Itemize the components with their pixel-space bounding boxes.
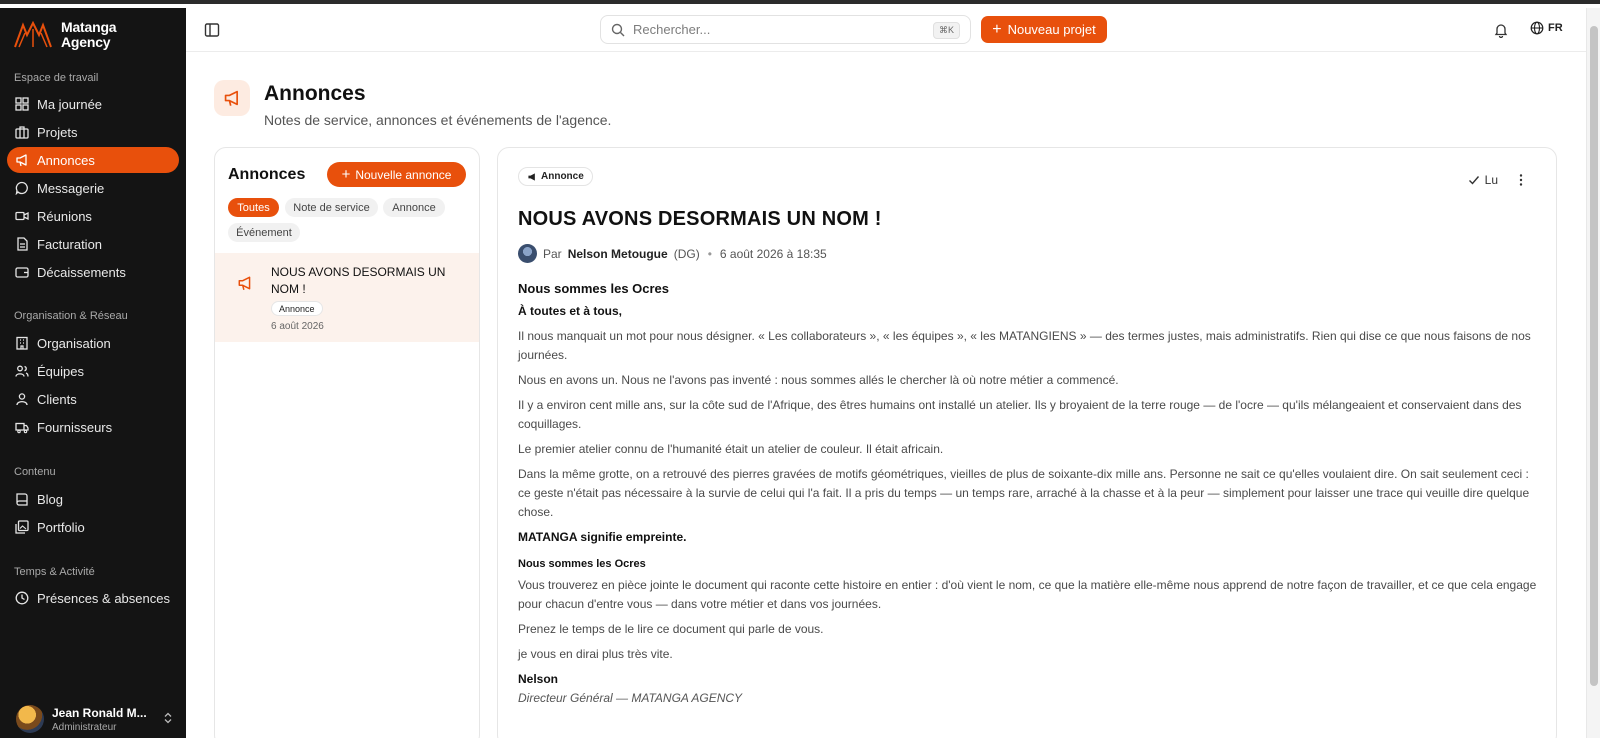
page-title: Annonces	[264, 82, 366, 105]
announcements-list-panel	[214, 147, 480, 738]
users-icon	[15, 364, 29, 378]
wallet-icon	[15, 265, 29, 279]
brand-name	[61, 20, 116, 50]
sidebar-item-label: Facturation	[37, 236, 103, 252]
bell-icon[interactable]	[1493, 22, 1509, 38]
sidebar	[0, 8, 186, 738]
page-scrollbar[interactable]	[1586, 8, 1600, 738]
new-project-label: Nouveau projet	[1007, 22, 1096, 37]
new-announcement-button[interactable]	[327, 162, 466, 187]
group-title-temps: Temps & Activité	[14, 566, 95, 578]
sidebar-item-annonces[interactable]	[7, 147, 179, 173]
body-paragraph: Vous trouverez en pièce jointe le document qui raconte cette histoire en entier : d'où vient le nom, ce que la matière elle-même nous apprend de notre façon de travailler, et ce que cela engage pour chacun d'entre vous — dans votre métier et dans vos journées.	[518, 578, 1537, 611]
sidebar-item-ma-journee[interactable]	[7, 91, 179, 117]
invoice-icon	[15, 237, 29, 251]
plus-icon: +	[992, 20, 1002, 38]
body-heading: Nous sommes les Ocres	[518, 281, 670, 296]
sidebar-item-label: Ma journée	[37, 96, 103, 112]
group-title-contenu: Contenu	[14, 466, 56, 478]
page-megaphone-icon	[214, 80, 250, 116]
body-paragraph: Le premier atelier connu de l'humanité était un atelier de couleur. Il était africain.	[518, 442, 944, 456]
list-item-badge: Annonce	[271, 301, 323, 316]
meta-separator: •	[707, 246, 712, 261]
search-icon	[611, 23, 625, 37]
body-statement: MATANGA signifie empreinte.	[518, 530, 687, 544]
sidebar-item-label: Messagerie	[37, 180, 105, 196]
new-announcement-label: Nouvelle annonce	[355, 167, 452, 182]
filter-note-de-service[interactable]: Note de service	[285, 198, 378, 217]
body-paragraph: je vous en dirai plus très vite.	[518, 647, 673, 661]
language-label: FR	[1548, 22, 1563, 34]
author-role: (DG)	[673, 246, 700, 261]
check-icon	[1468, 174, 1480, 186]
user-icon	[15, 392, 29, 406]
avatar	[16, 705, 44, 733]
list-item-date: 6 août 2026	[271, 321, 324, 332]
sidebar-item-reunions[interactable]	[7, 203, 179, 229]
announcement-meta	[518, 244, 827, 263]
list-item-title: NOUS AVONS DESORMAIS UN NOM !	[271, 265, 446, 296]
sidebar-item-label: Blog	[37, 491, 64, 507]
sidebar-item-projets[interactable]	[7, 119, 179, 145]
sidebar-item-fournisseurs[interactable]	[7, 414, 179, 440]
sidebar-item-label: Décaissements	[37, 264, 126, 280]
meta-by: Par	[543, 246, 562, 261]
filter-annonce[interactable]: Annonce	[383, 198, 445, 217]
author-avatar	[518, 244, 537, 263]
filter-evenement[interactable]: Événement	[228, 223, 300, 242]
sidebar-item-label: Annonces	[37, 152, 95, 168]
group-title-workspace: Espace de travail	[14, 72, 99, 84]
sidebar-item-clients[interactable]	[7, 386, 179, 412]
filter-toutes[interactable]: Toutes	[228, 198, 279, 217]
new-project-button[interactable]	[981, 16, 1107, 43]
topbar	[186, 8, 1586, 52]
category-badge-label: Annonce	[541, 171, 584, 182]
chevron-up-down-icon[interactable]	[163, 712, 173, 727]
body-paragraph: Prenez le temps de le lire ce document qui parle de vous.	[518, 622, 824, 636]
signature-role: Directeur Général — MATANGA AGENCY	[518, 691, 743, 705]
plus-icon: +	[341, 166, 351, 183]
matanga-logo-icon	[13, 21, 53, 49]
announcement-detail-panel	[497, 147, 1557, 738]
page-subtitle: Notes de service, annonces et événements de l'agence.	[264, 112, 612, 128]
chat-icon	[15, 181, 29, 195]
sidebar-item-portfolio[interactable]	[7, 514, 179, 540]
user-menu[interactable]	[16, 703, 176, 735]
clock-icon	[15, 591, 29, 605]
book-icon	[15, 492, 29, 506]
body-subheading: Nous sommes les Ocres	[518, 558, 646, 570]
sidebar-item-label: Réunions	[37, 208, 92, 224]
mark-read-button[interactable]	[1468, 173, 1498, 187]
announcement-date: 6 août 2026 à 18:35	[719, 246, 827, 261]
images-icon	[15, 520, 29, 534]
sidebar-item-label: Clients	[37, 391, 77, 407]
user-role: Administrateur	[52, 721, 117, 733]
building-icon	[15, 336, 29, 350]
body-paragraph: Dans la même grotte, on a retrouvé des pierres gravées de motifs géométriques, vieilles de plus de soixante-dix mille ans. Personne ne sait ce qu'elles voulaient dire. On sait seulement ceci : ce geste n'était pas nécessaire à la survie de celui qui l'a fait. Il a pris du temps — un temps rare, arraché à la chasse et à la peur — simplement pour laisser une trace qui veuille dire quelque chose.	[518, 467, 1530, 519]
sidebar-item-facturation[interactable]	[7, 231, 179, 257]
user-info	[52, 706, 147, 733]
sidebar-item-organisation[interactable]	[7, 330, 179, 356]
sidebar-item-equipes[interactable]	[7, 358, 179, 384]
sidebar-item-label: Équipes	[37, 363, 84, 379]
video-icon	[15, 209, 29, 223]
mark-read-label: Lu	[1484, 173, 1498, 187]
author-name[interactable]: Nelson Metougue	[567, 246, 668, 261]
sidebar-item-messagerie[interactable]	[7, 175, 179, 201]
group-title-organisation: Organisation & Réseau	[14, 310, 128, 322]
scrollbar-thumb[interactable]	[1590, 26, 1598, 686]
megaphone-icon	[15, 153, 29, 167]
sidebar-item-decaissements[interactable]	[7, 259, 179, 285]
category-badge	[518, 167, 593, 186]
brand-line2: Agency	[61, 34, 111, 50]
globe-icon	[1530, 21, 1544, 35]
signature-name: Nelson	[518, 672, 559, 686]
sidebar-toggle-icon[interactable]	[204, 22, 220, 38]
body-paragraph: Il y a environ cent mille ans, sur la côte sud de l'Afrique, des êtres humains ont installé un atelier. Ils y broyaient de la terre rouge — de l'ocre — qu'ils mélangeaient et conservaient dans des coquillages.	[518, 398, 1522, 431]
sidebar-item-label: Portfolio	[37, 519, 85, 535]
megaphone-icon	[237, 275, 253, 291]
sidebar-item-label: Projets	[37, 124, 78, 140]
sidebar-item-label: Présences & absences	[37, 590, 170, 606]
brand-line1: Matanga	[61, 19, 117, 35]
user-name: Jean Ronald M...	[52, 705, 147, 720]
truck-icon	[15, 420, 29, 434]
body-paragraph: Nous en avons un. Nous ne l'avons pas inventé : nous sommes allés le chercher là où notre métier a commencé.	[518, 373, 1119, 387]
sidebar-item-presences[interactable]	[7, 585, 179, 611]
megaphone-icon	[527, 172, 537, 182]
language-switcher[interactable]	[1530, 21, 1563, 35]
brand-logo[interactable]	[13, 20, 116, 50]
list-item[interactable]	[215, 253, 479, 342]
search-shortcut: ⌘K	[933, 22, 960, 39]
briefcase-icon	[15, 125, 29, 139]
grid-icon	[15, 97, 29, 111]
announcement-body	[518, 279, 1538, 714]
search-input[interactable]	[633, 22, 923, 37]
list-title: Annonces	[228, 166, 306, 183]
search-bar[interactable]	[600, 15, 971, 44]
sidebar-item-label: Fournisseurs	[37, 419, 113, 435]
body-greeting: À toutes et à tous,	[518, 304, 623, 318]
sidebar-item-label: Organisation	[37, 335, 111, 351]
announcement-title: NOUS AVONS DESORMAIS UN NOM !	[518, 208, 882, 230]
more-vertical-icon[interactable]	[1514, 173, 1528, 187]
body-paragraph: Il nous manquait un mot pour nous désigner. « Les collaborateurs », « les équipes », « les MATANGIENS » — des termes justes, mais administratifs. Rien qui dise ce que nous faisons de nos journées.	[518, 329, 1531, 362]
sidebar-item-blog[interactable]	[7, 486, 179, 512]
